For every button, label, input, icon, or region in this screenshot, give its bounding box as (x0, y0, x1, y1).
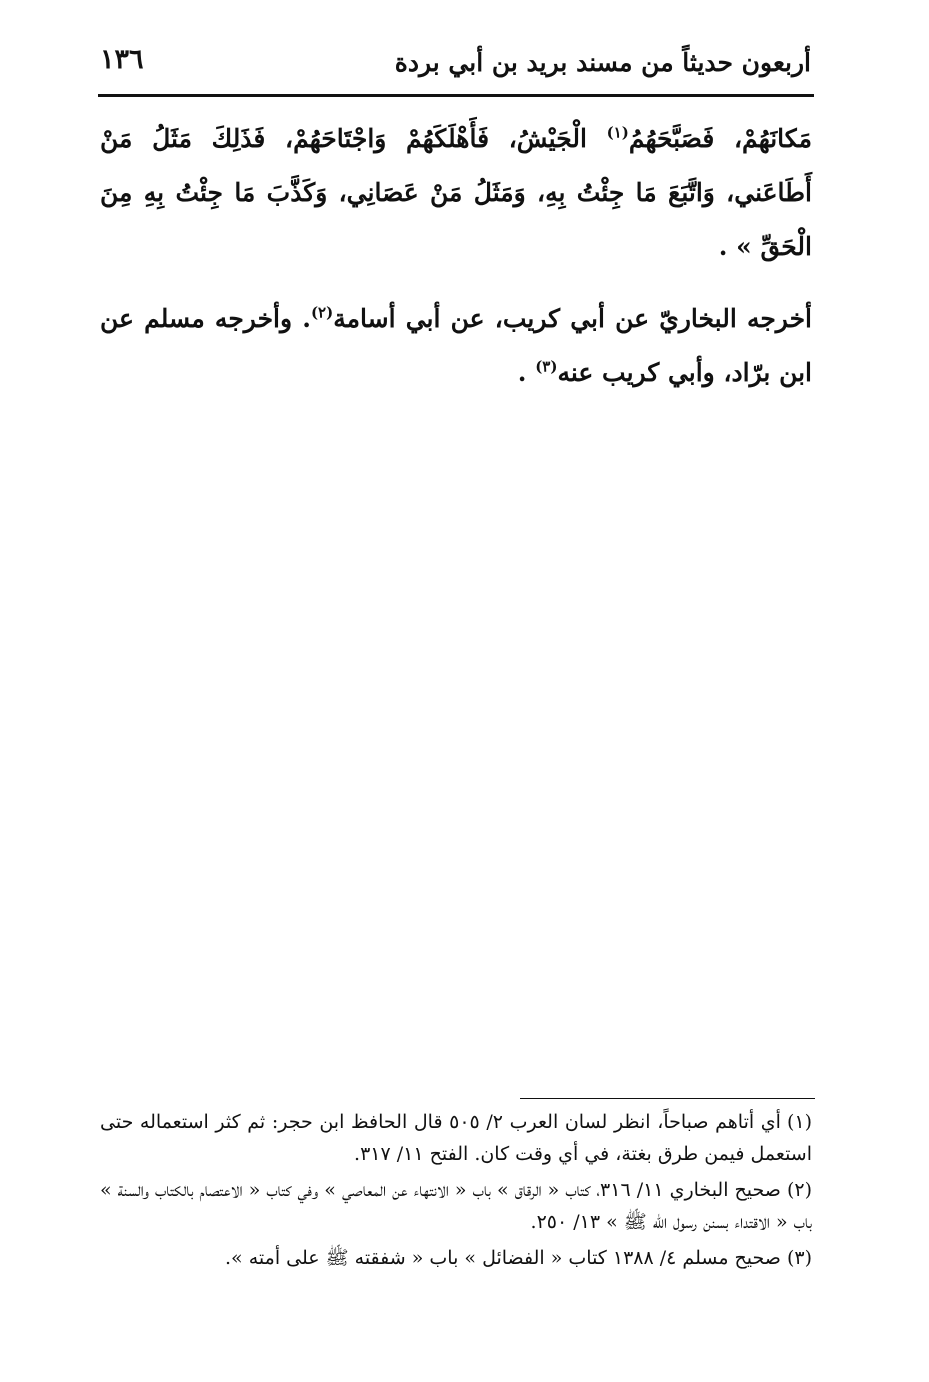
running-header-title: أربعون حديثاً من مسند بريد بن أبي بردة (394, 48, 811, 77)
main-text (100, 112, 812, 418)
takhrij-paragraph (100, 292, 812, 400)
hadith-paragraph (100, 112, 812, 274)
footnote-2 (100, 1174, 812, 1238)
header-divider (98, 94, 814, 97)
footnote-1 (100, 1106, 812, 1170)
hadith-text-end: الْجَيْشُ، فَأَهْلَكَهُمْ وَاجْتَاحَهُمْ، فَذَلِكَ مَثَلُ مَنْ أَطَاعَني، وَاتَّبَعَ مَا جِئْتُ بِهِ، وَمَثَلُ مَنْ عَصَانِي، وَكَذَّبَ مَا جِئْتُ بِهِ مِنَ الْحَقِّ » . (100, 124, 812, 261)
takhrij-text-2: . وأخرجه مسلم عن ابن برّاد، وأبي كريب عنه (100, 304, 812, 387)
footnote-text: أي أتاهم صباحاً، انظر لسان العرب ٢/ ٥٠٥ قال الحافظ ابن حجر: ثم كثر استعماله حتى استعمل فيمن طرق بغتة، في أي وقت كان. الفتح ١١/ ٣١٧. (100, 1111, 812, 1165)
footnote-number: (١) (786, 1111, 812, 1133)
footnotes (100, 1106, 812, 1278)
hadith-text-start: مَكانَهُمْ، فَصَبَّحَهُمُ (628, 124, 812, 153)
takhrij-text-3: . (517, 358, 536, 387)
footnote-text: صحيح مسلم ٤/ ١٣٨٨ كتاب « الفضائل » باب « شفقته ﷺ على أمته ». (225, 1247, 781, 1269)
footnote-number: (٢) (786, 1179, 812, 1201)
takhrij-text-1: أخرجه البخاريّ عن أبي كريب، عن أبي أسامة (333, 304, 812, 333)
footnote-text: صحيح البخاري ١١/ ٣١٦، كتاب « الرقاق » باب « الانتهاء عن المعاصي » وفي كتاب « الاعتصام بالكتاب والسنة » باب « الاقتداء بسنن رسول الله ﷺ » ١٣/ ٢٥٠. (100, 1179, 812, 1233)
page-number: ١٣٦ (100, 44, 144, 75)
footnote-3 (100, 1242, 812, 1274)
footnote-ref-2: (٢) (310, 303, 334, 322)
footnote-ref-3: (٣) (535, 357, 558, 376)
footnote-ref-1: (١) (606, 123, 629, 142)
footnote-number: (٣) (786, 1247, 812, 1269)
footnote-divider (520, 1098, 815, 1099)
